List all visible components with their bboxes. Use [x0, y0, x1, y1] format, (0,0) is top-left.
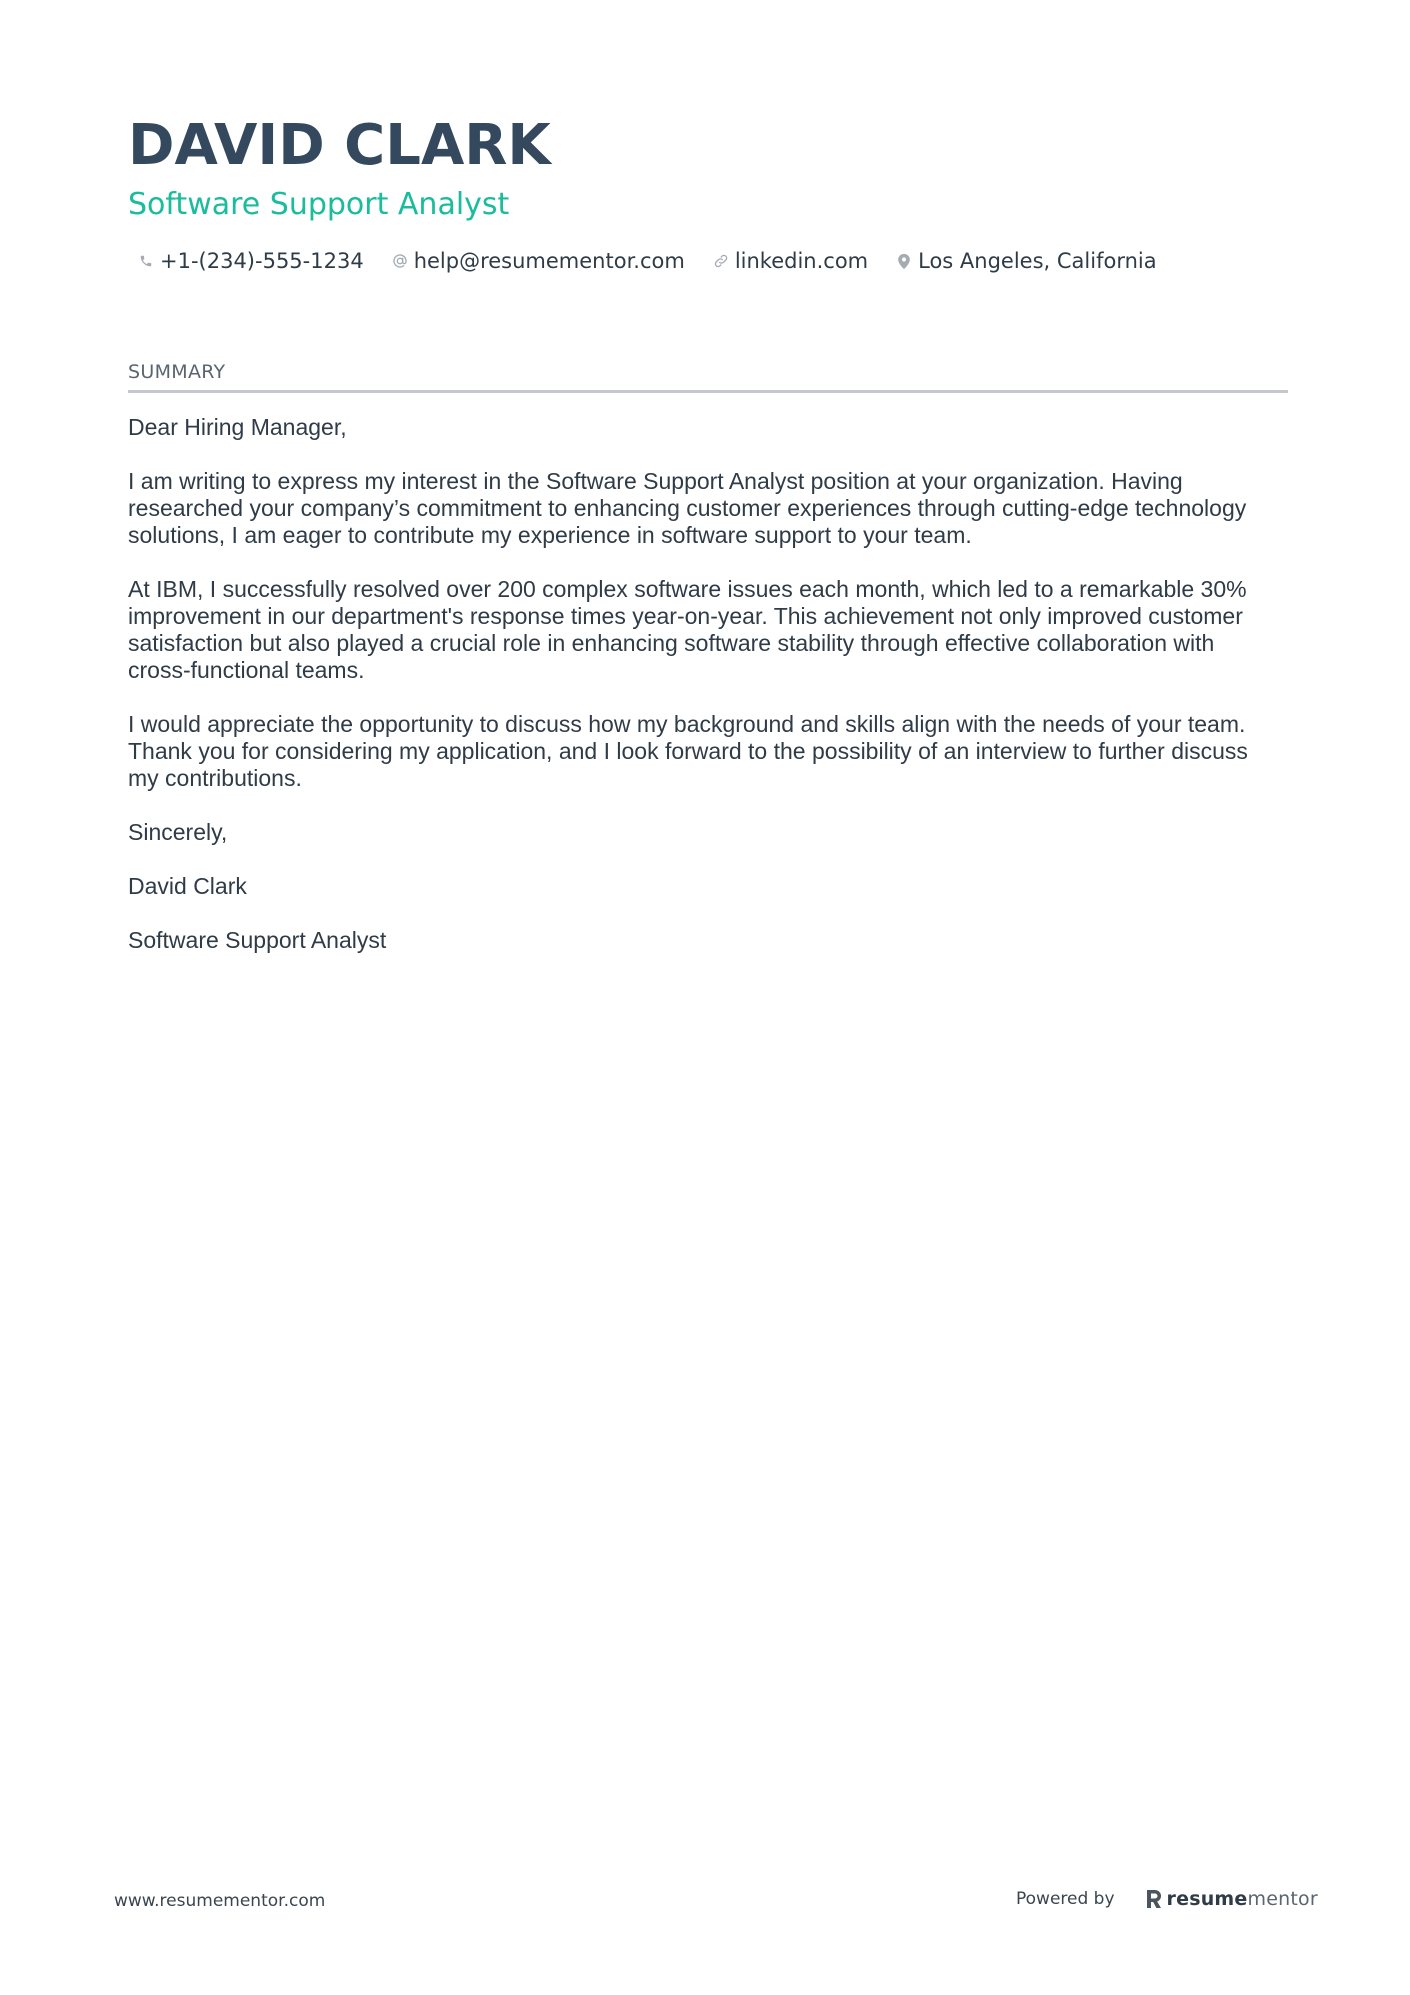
at-icon [390, 250, 410, 272]
summary-heading-text: SUMMARY [128, 361, 226, 383]
contact-bar [136, 246, 1183, 276]
contact-email [390, 247, 685, 275]
footer-website-link[interactable]: www.resumementor.com [114, 1891, 326, 1911]
sign-off: Sincerely, [128, 819, 228, 845]
letter-paragraph-intro: I am writing to express my interest in the Software Support Analyst position at your organization. Having researched your company’s commitment to enhancing customer experiences through cutting-edge technology solutions, I am eager to contribute my experience in software support to your team. [128, 468, 1247, 548]
letter-body [128, 414, 1268, 981]
contact-location [894, 247, 1157, 275]
letter-paragraph-closing: I would appreciate the opportunity to discuss how my background and skills align with the needs of your team. Thank you for considering my application, and I look forward to the possibility of an interview to further discuss my contributions. [128, 711, 1248, 791]
signature-title: Software Support Analyst [128, 927, 387, 953]
resumementor-brand-link[interactable] [1167, 1888, 1318, 1910]
brand-name-mentor: mentor [1247, 1888, 1318, 1910]
location-text: Los Angeles, California [918, 249, 1157, 273]
powered-by-text: Powered by [1016, 1889, 1115, 1909]
resumementor-logo-icon [1145, 1888, 1163, 1910]
link-icon [711, 250, 731, 272]
salutation: Dear Hiring Manager, [128, 414, 347, 440]
linkedin-text: linkedin.com [734, 249, 869, 273]
letter-paragraph-achievement: At IBM, I successfully resolved over 200 complex software issues each month, which led to a remarkable 30% improvement in our department's response times year-on-year. This achievement not only improved customer satisfaction but also played a crucial role in enhancing software stability through effective collaboration with cross-functional teams. [128, 576, 1247, 683]
candidate-name: DAVID CLARK [128, 113, 551, 178]
phone-icon [136, 250, 156, 272]
brand-name-resume: resume [1166, 1888, 1248, 1910]
candidate-role: Software Support Analyst [128, 187, 510, 222]
phone-text: +1-(234)-555-1234 [160, 249, 364, 273]
contact-linkedin [711, 247, 868, 275]
summary-section-heading [128, 360, 1288, 393]
powered-by-footer [1016, 1886, 1318, 1912]
signature-name: David Clark [128, 873, 247, 899]
contact-phone [136, 247, 364, 275]
location-pin-icon [894, 250, 914, 272]
email-text: help@resumementor.com [413, 249, 685, 273]
